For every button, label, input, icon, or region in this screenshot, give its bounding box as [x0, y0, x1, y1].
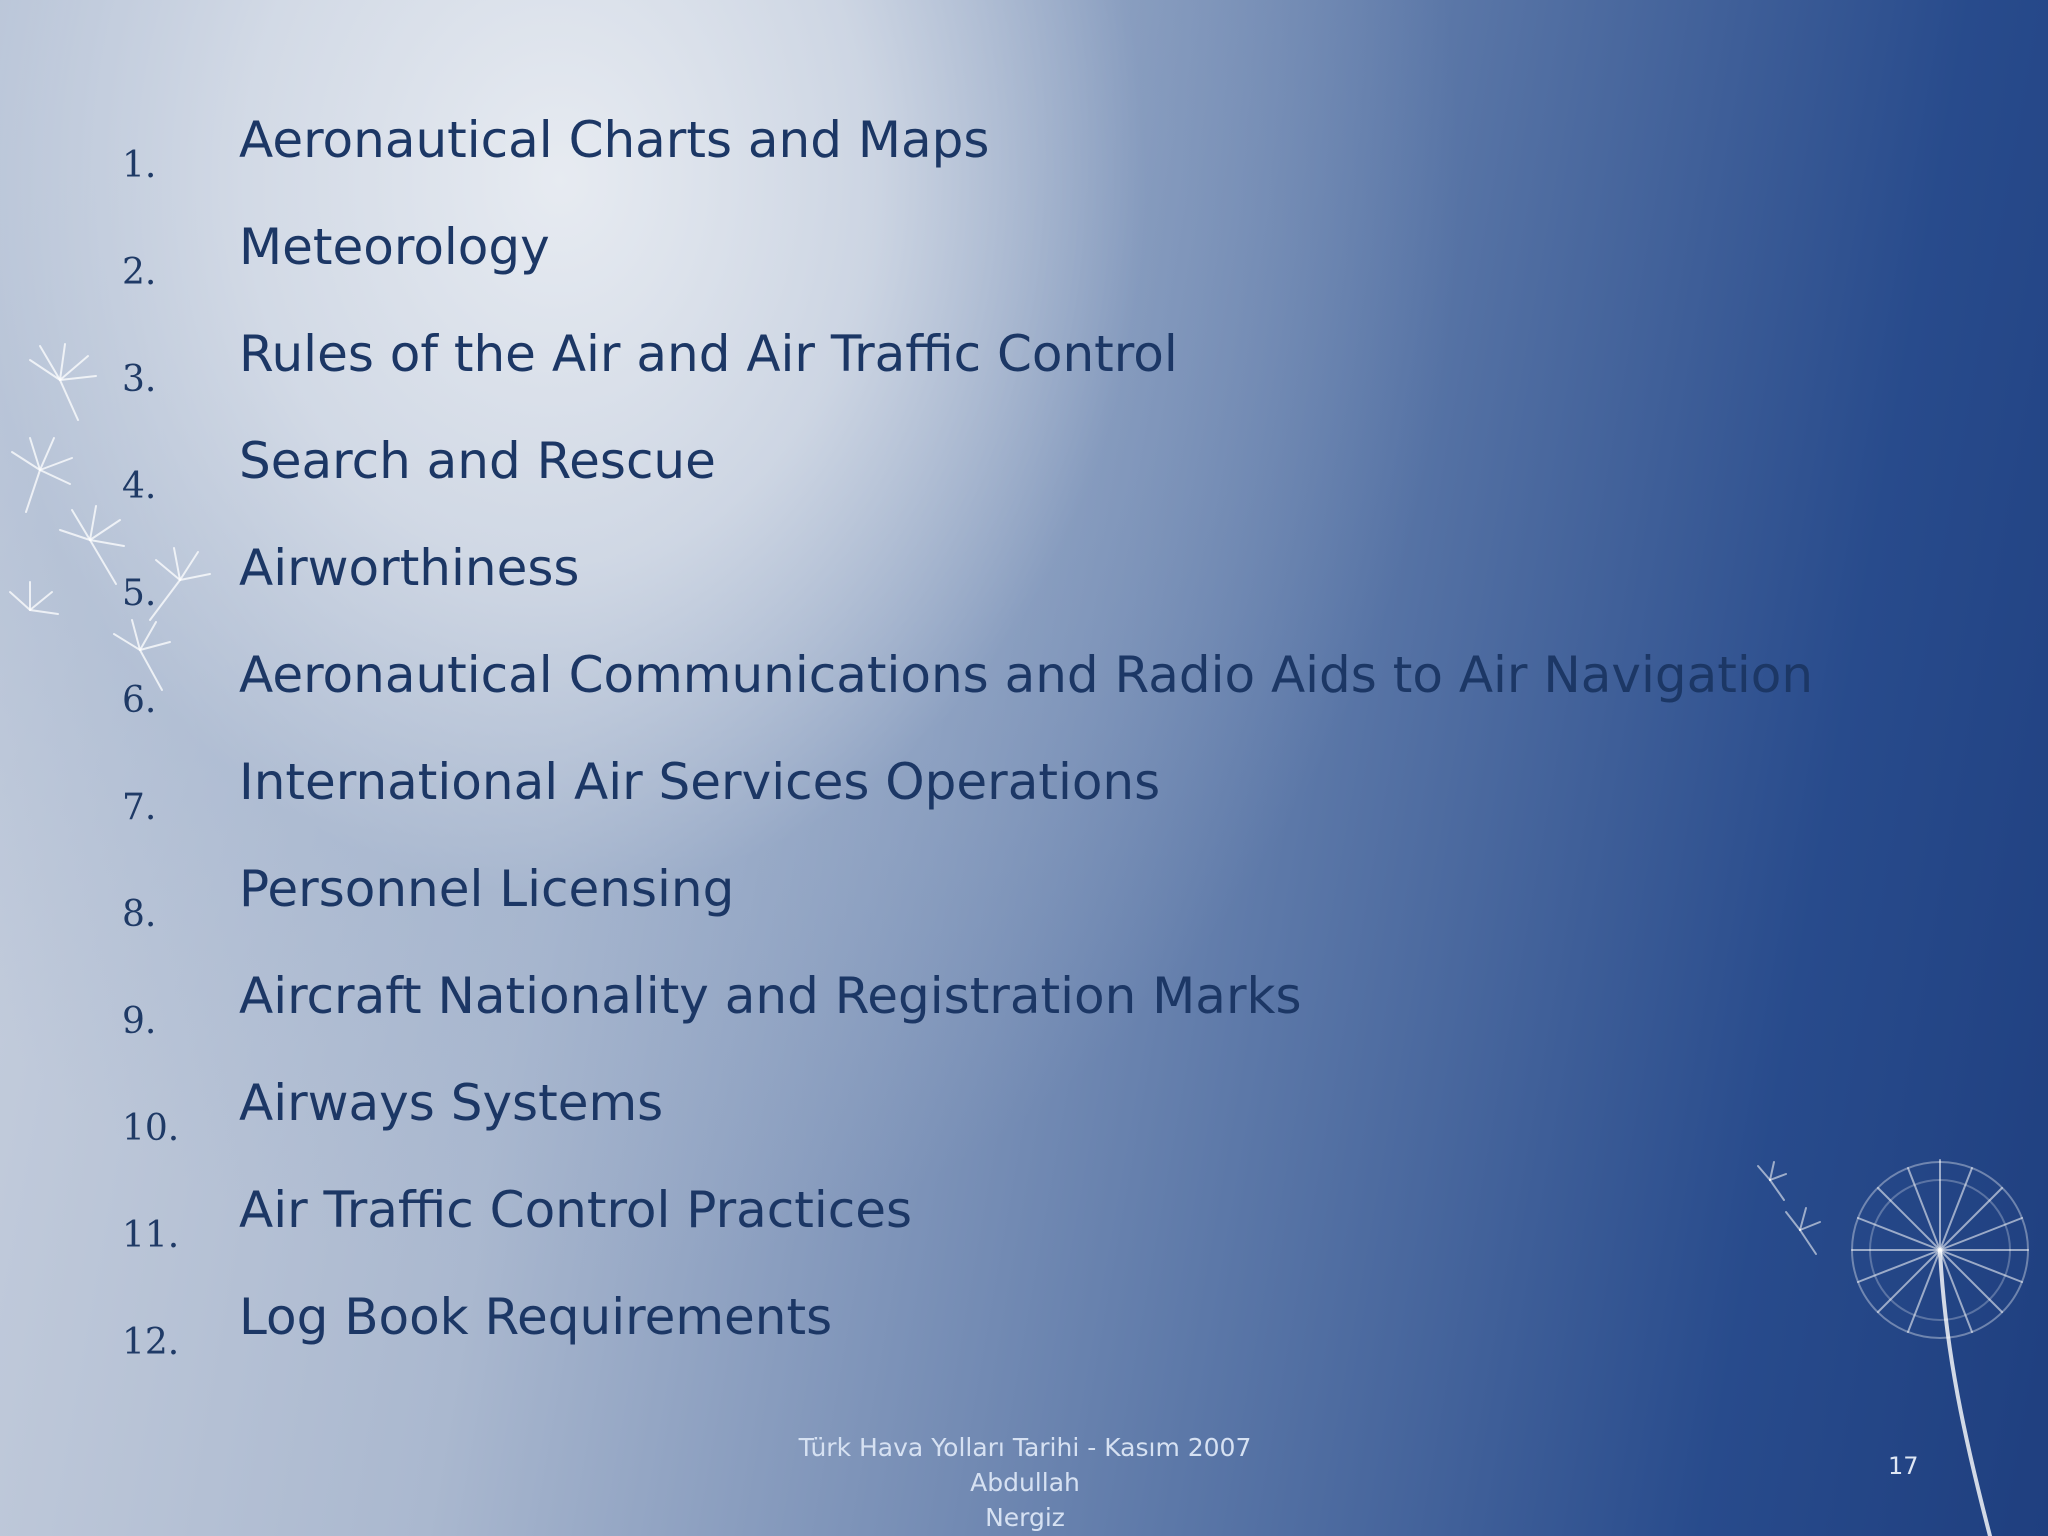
list-item [0, 419, 1900, 526]
list-item [0, 954, 1900, 1061]
list-item-label: Meteorology [239, 218, 550, 276]
list-item-number: 2. [122, 252, 157, 293]
footer-line-1: Türk Hava Yolları Tarihi - Kasım 2007 Abdullah [798, 1433, 1252, 1497]
page-number: 17 [1888, 1452, 1919, 1480]
list-item-number: 9. [122, 1001, 157, 1042]
list-item [0, 1061, 1900, 1168]
list-item-label: Airworthiness [239, 539, 580, 597]
list-item [0, 205, 1900, 312]
list-item-number: 7. [122, 787, 157, 828]
list-item [0, 847, 1900, 954]
list-item-label: Search and Rescue [239, 432, 716, 490]
list-item [0, 633, 1900, 740]
list-item-number: 4. [122, 466, 157, 507]
list-item-number: 6. [122, 680, 157, 721]
footer-line-2: Nergiz [985, 1503, 1065, 1532]
list-item [0, 740, 1900, 847]
topic-list [0, 98, 1900, 1382]
list-item-label: Personnel Licensing [239, 860, 735, 918]
list-item-label: Log Book Requirements [239, 1288, 833, 1346]
list-item-number: 3. [122, 359, 157, 400]
list-item-label: Aircraft Nationality and Registration Marks [239, 967, 1302, 1025]
list-item-label: Aeronautical Communications and Radio Aids to Air Navigation [239, 646, 1814, 704]
list-item [0, 526, 1900, 633]
list-item-label: International Air Services Operations [239, 753, 1161, 811]
list-item [0, 98, 1900, 205]
footer-text [740, 1430, 1310, 1535]
list-item [0, 312, 1900, 419]
list-item-label: Rules of the Air and Air Traffic Control [239, 325, 1178, 383]
list-item [0, 1168, 1900, 1275]
list-item-number: 12. [122, 1322, 180, 1363]
list-item-number: 1. [122, 145, 157, 186]
list-item [0, 1275, 1900, 1382]
list-item-label: Airways Systems [239, 1074, 664, 1132]
list-item-number: 5. [122, 573, 157, 614]
list-item-label: Aeronautical Charts and Maps [239, 111, 990, 169]
list-item-number: 8. [122, 894, 157, 935]
list-item-label: Air Traffic Control Practices [239, 1181, 913, 1239]
list-item-number: 10. [122, 1108, 180, 1149]
list-item-number: 11. [122, 1215, 180, 1256]
